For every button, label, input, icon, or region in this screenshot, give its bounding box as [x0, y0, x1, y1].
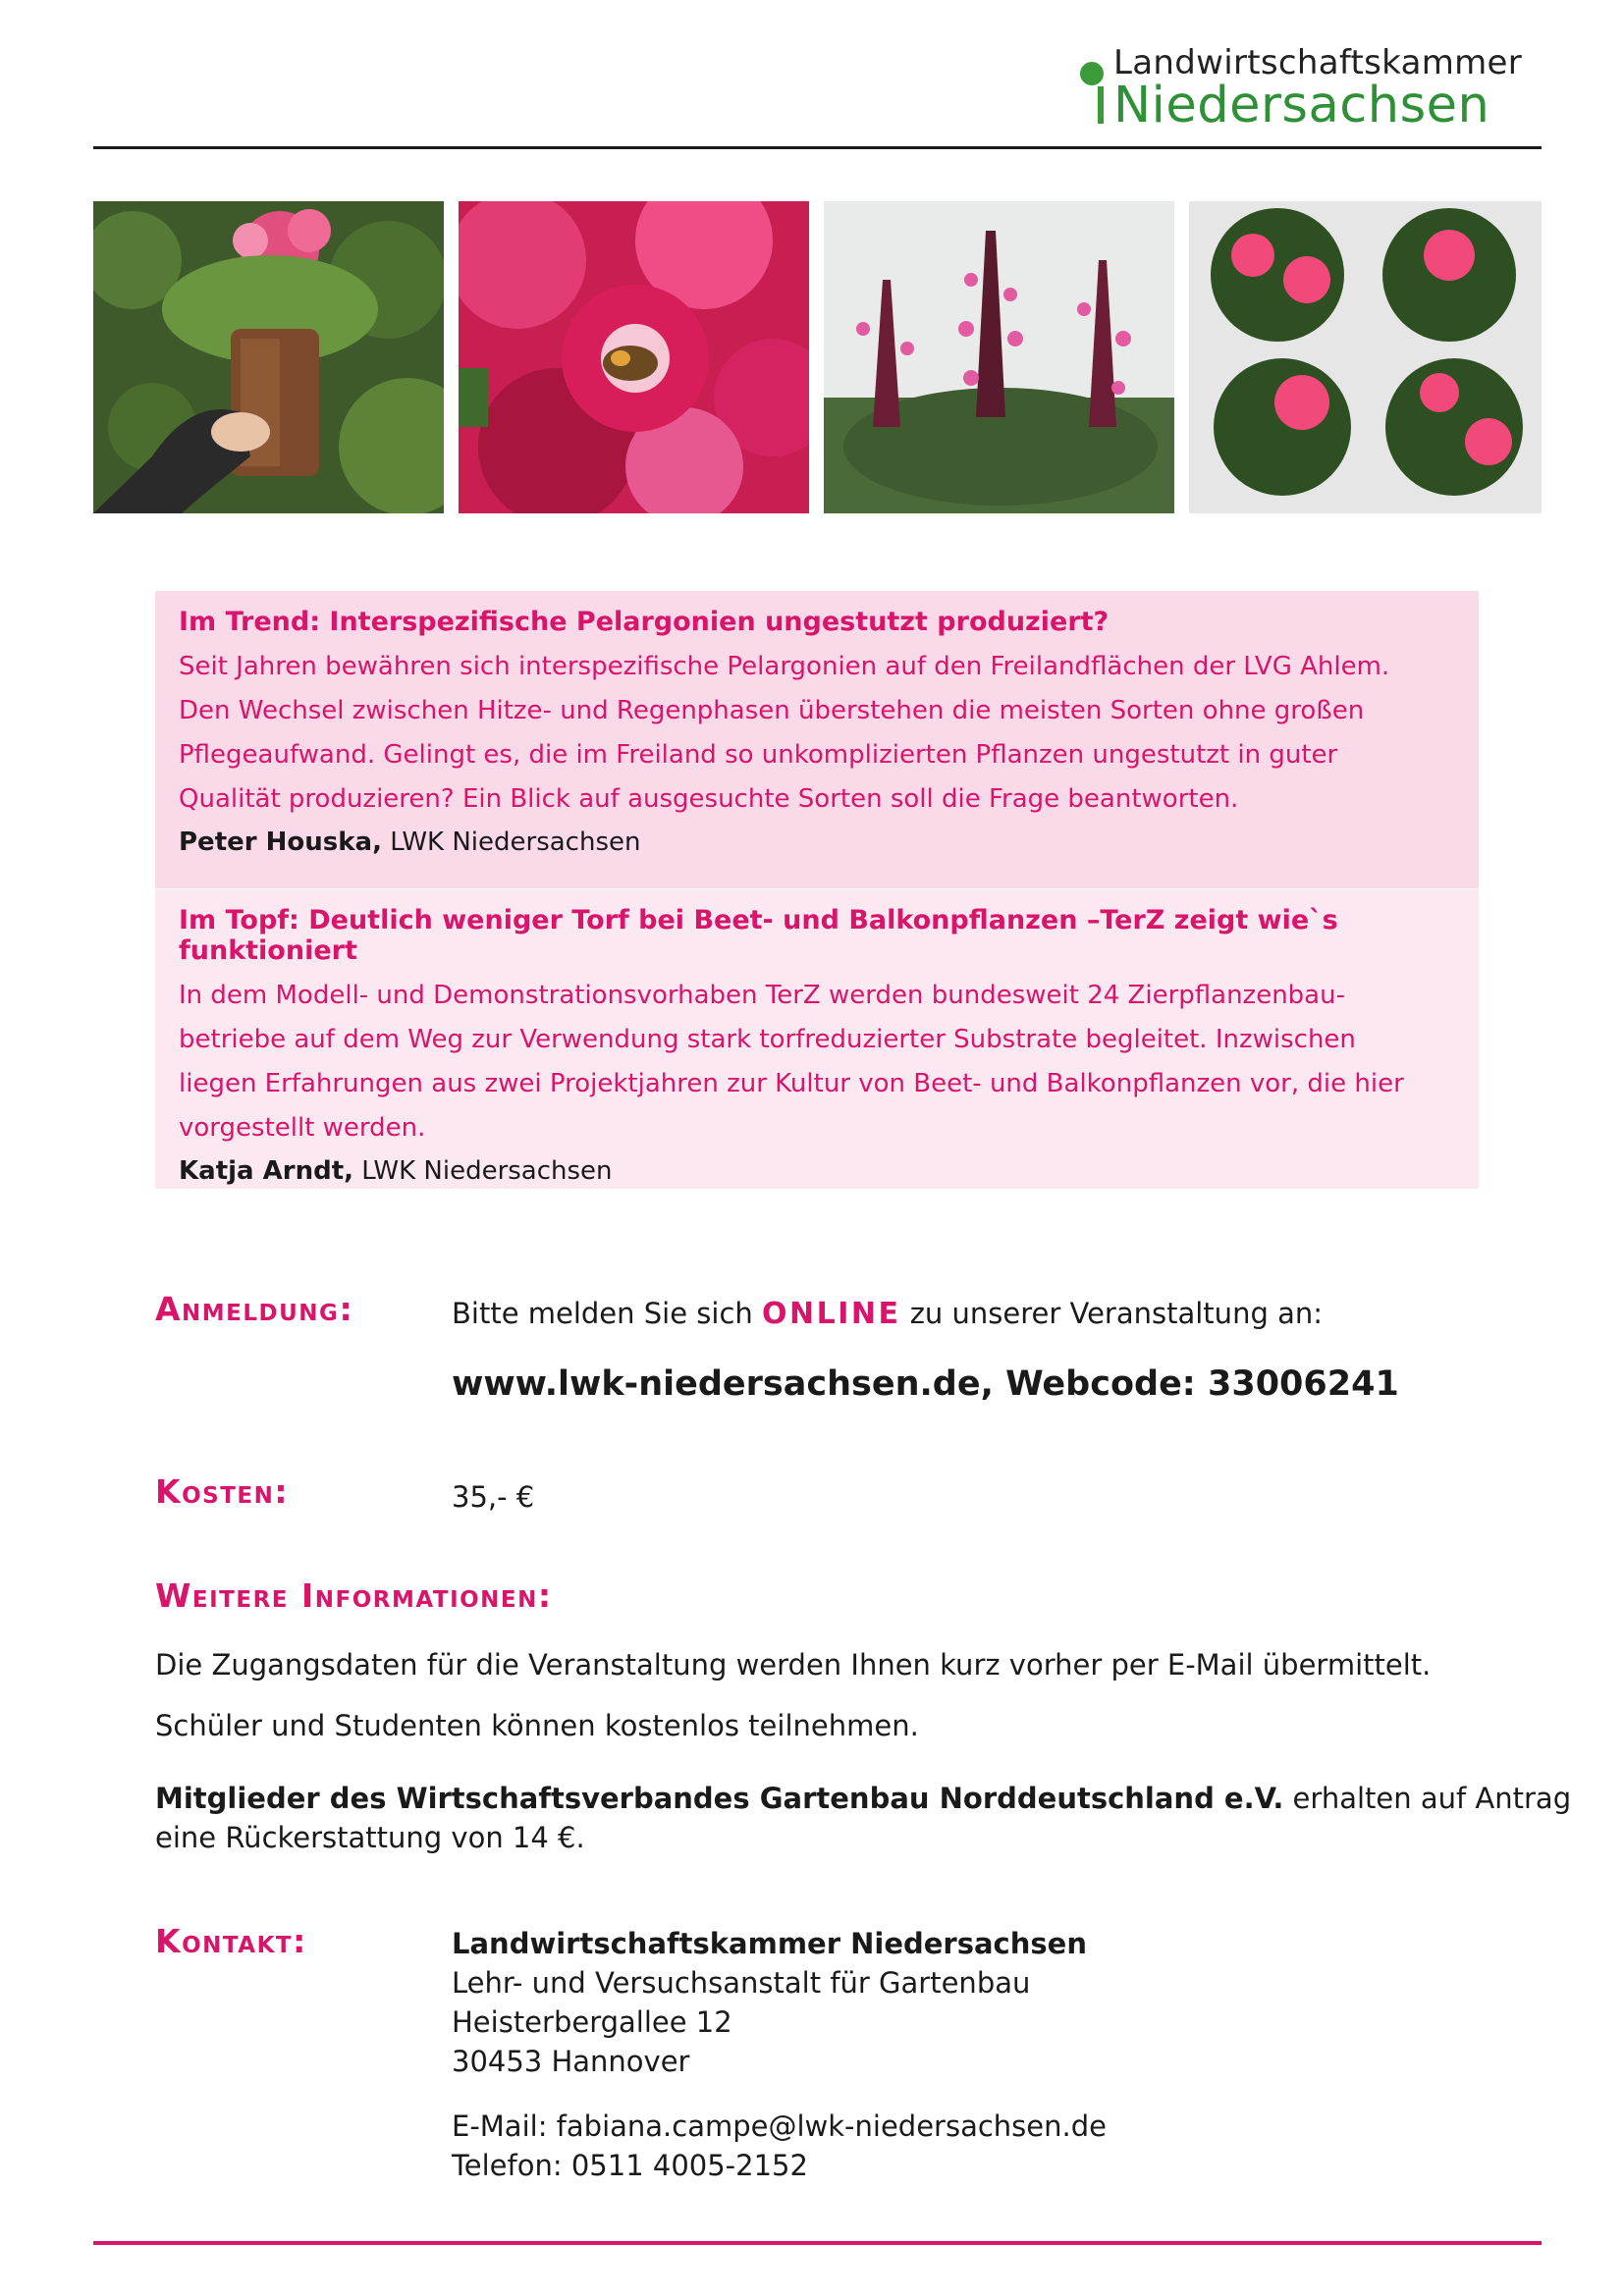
header-divider: [93, 146, 1542, 149]
logo-text-line2: Niedersachsen: [1113, 77, 1490, 134]
kontakt-dept: Lehr- und Versuchsanstalt für Gartenbau: [452, 1966, 1031, 2000]
kontakt-phone: Telefon: 0511 4005-2152: [452, 2149, 808, 2182]
info-mitglieder-bold: Mitglieder des Wirtschaftsverbandes Gartenbau Norddeutschland e.V.: [155, 1782, 1284, 1815]
article-title: Im Trend: Interspezifische Pelargonien ungestutzt produziert?: [179, 607, 1110, 637]
kosten-value: 35,- €: [452, 1480, 535, 1514]
author-name: Peter Houska,: [179, 828, 382, 857]
author-name: Katja Arndt,: [179, 1156, 354, 1186]
info-mitglieder: [155, 1779, 1571, 1818]
lwk-logo: [1080, 43, 1542, 132]
info-rueckerstattung: eine Rückerstattung von 14 €.: [155, 1821, 585, 1854]
kontakt-email[interactable]: E-Mail: fabiana.campe@lwk-niedersachsen.de: [452, 2109, 1107, 2143]
anmeldung-text-after: zu unserer Veranstaltung an:: [900, 1297, 1323, 1330]
logo-text-line1: Landwirtschaftskammer: [1113, 43, 1523, 82]
article-text-line: liegen Erfahrungen aus zwei Projektjahren zur Kultur von Beet- und Balkonpflanzen vor, die hier: [179, 1069, 1404, 1098]
article-text-line: betriebe auf dem Weg zur Verwendung stark torfreduzierter Substrate begleitet. Inzwischen: [179, 1025, 1356, 1054]
article-text-line: Qualität produzieren? Ein Blick auf ausgesuchte Sorten soll die Frage beantworten.: [179, 784, 1239, 814]
anmeldung-text-before: Bitte melden Sie sich: [452, 1297, 762, 1330]
article-author: [179, 828, 1455, 857]
photo-bee-on-rose: [459, 201, 809, 513]
info-mitglieder-rest: erhalten auf Antrag: [1283, 1782, 1572, 1815]
article-box-pelargonien: [155, 591, 1479, 888]
info-zugangsdaten: Die Zugangsdaten für die Veranstaltung werden Ihnen kurz vorher per E-Mail übermittelt.: [155, 1648, 1432, 1682]
kontakt-label: Kontakt:: [155, 1922, 307, 1960]
logo-bar-icon: [1098, 86, 1104, 124]
online-keyword: ONLINE: [761, 1297, 901, 1331]
article-text-line: Pflegeaufwand. Gelingt es, die im Freiland so unkomplizierten Pflanzen ungestutzt in guter: [179, 740, 1338, 770]
kontakt-city: 30453 Hannover: [452, 2045, 690, 2078]
footer-divider: [93, 2241, 1542, 2245]
photo-pelargonium-rootball: [93, 201, 444, 513]
anmeldung-label: Anmeldung:: [155, 1290, 354, 1328]
kontakt-street: Heisterbergallee 12: [452, 2005, 732, 2039]
photo-geranium-pots: [1189, 201, 1542, 513]
article-text-line: In dem Modell- und Demonstrationsvorhaben TerZ werden bundesweit 24 Zierpflanzenbau-: [179, 981, 1345, 1010]
article-text-line: Seit Jahren bewähren sich interspezifische Pelargonien auf den Freilandflächen der LVG Ahlem.: [179, 652, 1390, 681]
kosten-label: Kosten:: [155, 1472, 290, 1511]
webcode-link[interactable]: www.lwk-niedersachsen.de, Webcode: 33006241: [452, 1364, 1399, 1404]
article-title: Im Topf: Deutlich weniger Torf bei Beet- und Balkonpflanzen –TerZ zeigt wie`s funktioniert: [179, 905, 1338, 966]
info-schueler: Schüler und Studenten können kostenlos teilnehmen.: [155, 1709, 919, 1742]
article-text-line: vorgestellt werden.: [179, 1113, 426, 1143]
photo-salvia-spikes: [824, 201, 1174, 513]
logo-dot-icon: [1080, 62, 1104, 85]
article-box-terz: [155, 889, 1479, 1189]
author-org: LWK Niedersachsen: [361, 1156, 613, 1186]
article-author: [179, 1156, 1455, 1186]
anmeldung-text: [452, 1294, 1323, 1334]
weitere-informationen-label: Weitere Informationen:: [155, 1576, 553, 1615]
author-org: LWK Niedersachsen: [390, 828, 641, 857]
kontakt-org: Landwirtschaftskammer Niedersachsen: [452, 1927, 1087, 1960]
article-text-line: Den Wechsel zwischen Hitze- und Regenphasen überstehen die meisten Sorten ohne großen: [179, 696, 1365, 725]
